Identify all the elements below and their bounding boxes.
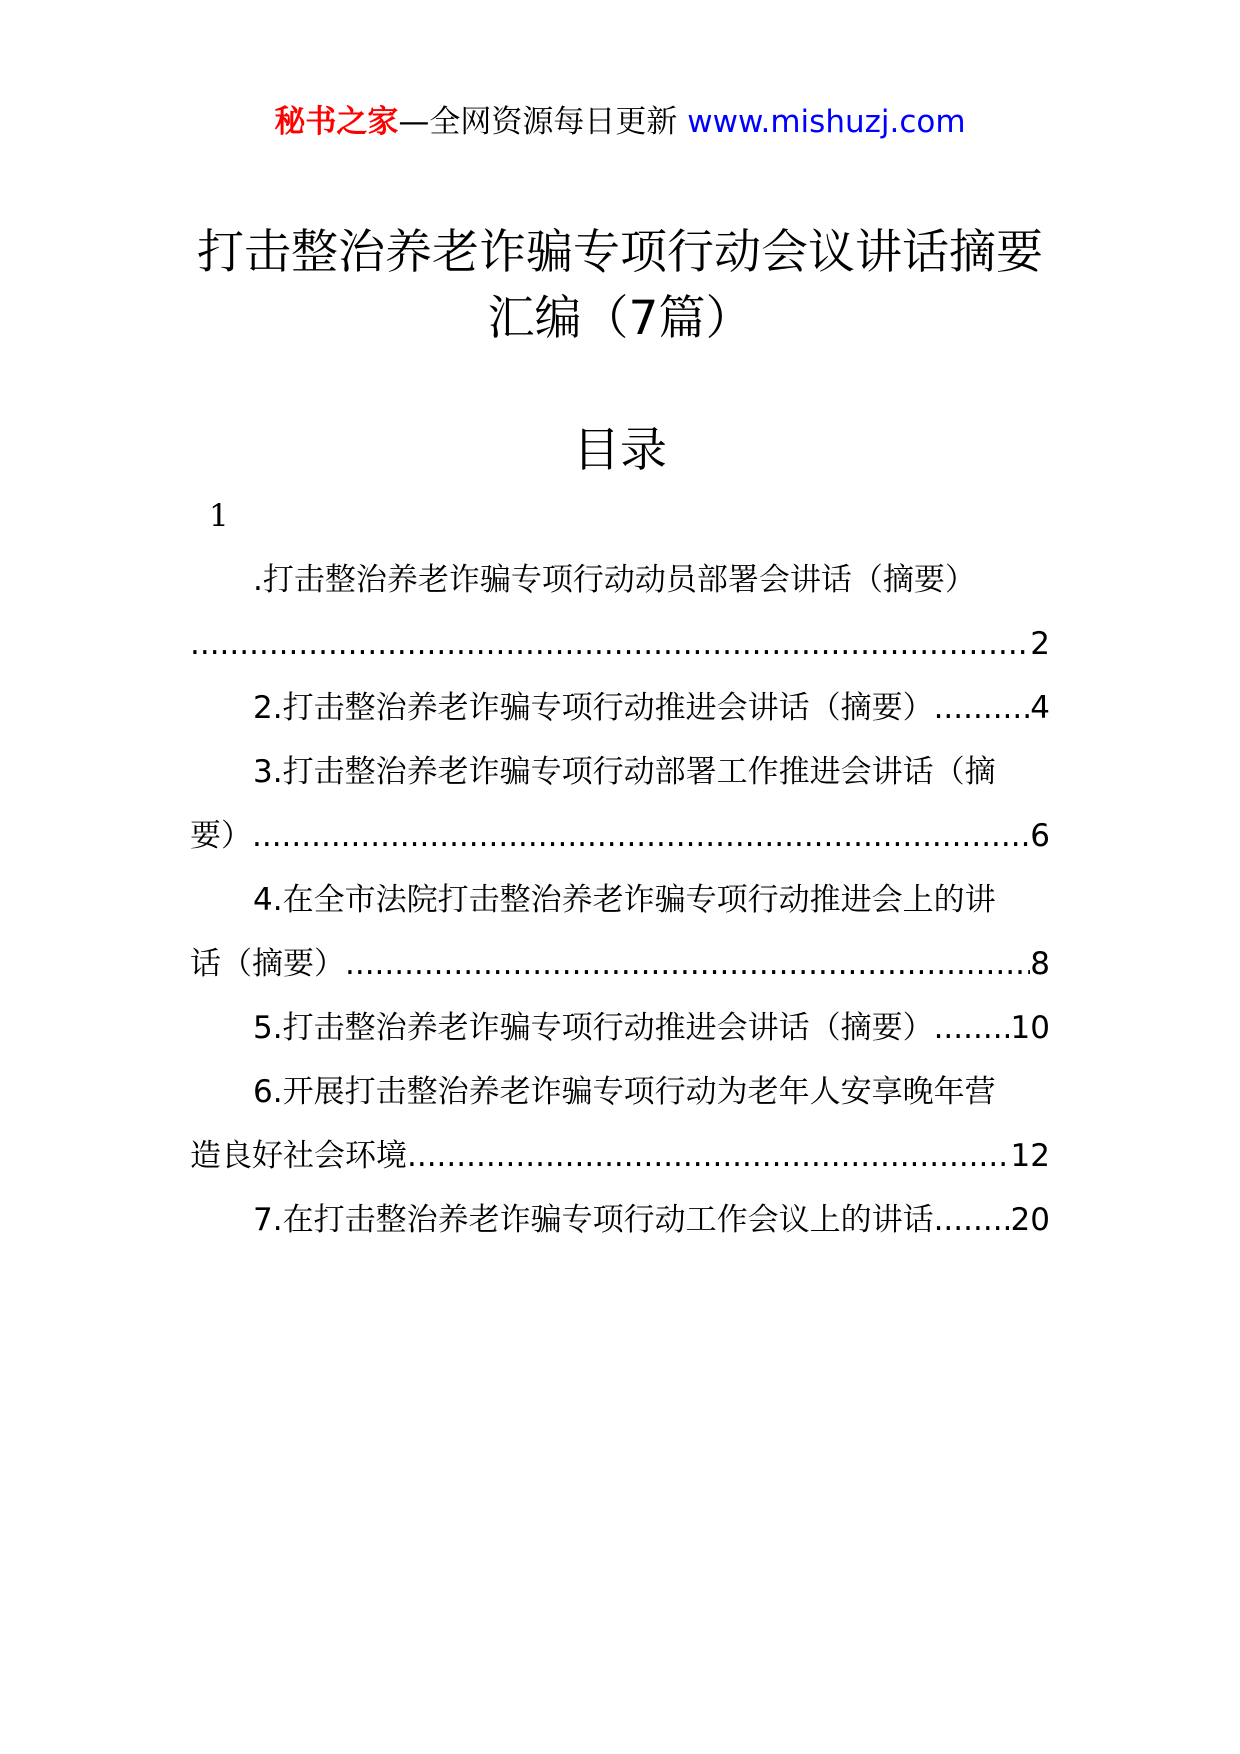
toc-entry-3[interactable] — [190, 747, 1050, 811]
document-title — [150, 220, 1090, 352]
toc-entry-1-title: .打击整治养老诈骗专项行动动员部署会讲话（摘要） — [253, 562, 976, 598]
toc-entry-6[interactable] — [190, 1067, 1050, 1131]
toc-leader-dots — [407, 1131, 1011, 1195]
toc-entry-6-title-line-2: 造良好社会环境 — [190, 1138, 407, 1174]
toc-entry-4-continuation[interactable] — [190, 939, 1050, 1003]
toc-entry-4-title-line-2: 话（摘要） — [190, 946, 345, 982]
toc-entry-1-leader-line[interactable] — [190, 619, 1050, 683]
brand-name: 秘书之家 — [274, 104, 399, 140]
toc-entry-6-title-line-1: 6.开展打击整治养老诈骗专项行动为老年人安享晚年营 — [253, 1074, 996, 1110]
toc-leader-dots — [934, 1195, 1011, 1259]
document-title-line-1: 打击整治养老诈骗专项行动会议讲话摘要 — [197, 225, 1043, 280]
toc-entry-4[interactable] — [190, 875, 1050, 939]
toc-entry-6-page: 12 — [1010, 1138, 1050, 1174]
toc-entry-3-title-line-1: 3.打击整治养老诈骗专项行动部署工作推进会讲话（摘 — [253, 754, 996, 790]
toc-leader-dots — [252, 811, 1030, 875]
toc-entry-1[interactable] — [190, 555, 1050, 619]
toc-entry-5[interactable] — [190, 1003, 1050, 1067]
toc-leader-dots — [190, 619, 1030, 683]
toc-entry-5-page: 10 — [1010, 1010, 1050, 1046]
slogan: —全网资源每日更新 — [398, 104, 678, 140]
header-banner — [0, 100, 1240, 144]
toc-entry-4-page: 8 — [1030, 946, 1050, 982]
toc-entry-4-title-line-1: 4.在全市法院打击整治养老诈骗专项行动推进会上的讲 — [253, 882, 996, 918]
toc-leader-dots — [345, 939, 1030, 1003]
toc-entry-3-title-line-2: 要） — [190, 818, 252, 854]
site-url-link[interactable]: www.mishuzj.com — [687, 104, 966, 140]
toc-entry-1-page: 2 — [1030, 626, 1050, 662]
toc-entry-3-page: 6 — [1030, 818, 1050, 854]
toc-entry-6-continuation[interactable] — [190, 1131, 1050, 1195]
page-marker: 1 — [209, 498, 229, 534]
toc-entry-2-page: 4 — [1030, 690, 1050, 726]
table-of-contents — [190, 555, 1050, 1259]
toc-entry-7-title: 7.在打击整治养老诈骗专项行动工作会议上的讲话 — [253, 1202, 934, 1238]
toc-entry-7[interactable] — [190, 1195, 1050, 1259]
toc-heading: 目录 — [573, 423, 667, 478]
toc-entry-5-title: 5.打击整治养老诈骗专项行动推进会讲话（摘要） — [253, 1010, 934, 1046]
toc-entry-2-title: 2.打击整治养老诈骗专项行动推进会讲话（摘要） — [253, 690, 934, 726]
toc-leader-dots — [934, 1003, 1011, 1067]
toc-entry-2[interactable] — [190, 683, 1050, 747]
toc-entry-7-page: 20 — [1010, 1202, 1050, 1238]
document-title-line-2: 汇编（7篇） — [487, 291, 753, 346]
toc-leader-dots — [934, 683, 1031, 747]
toc-entry-3-continuation[interactable] — [190, 811, 1050, 875]
